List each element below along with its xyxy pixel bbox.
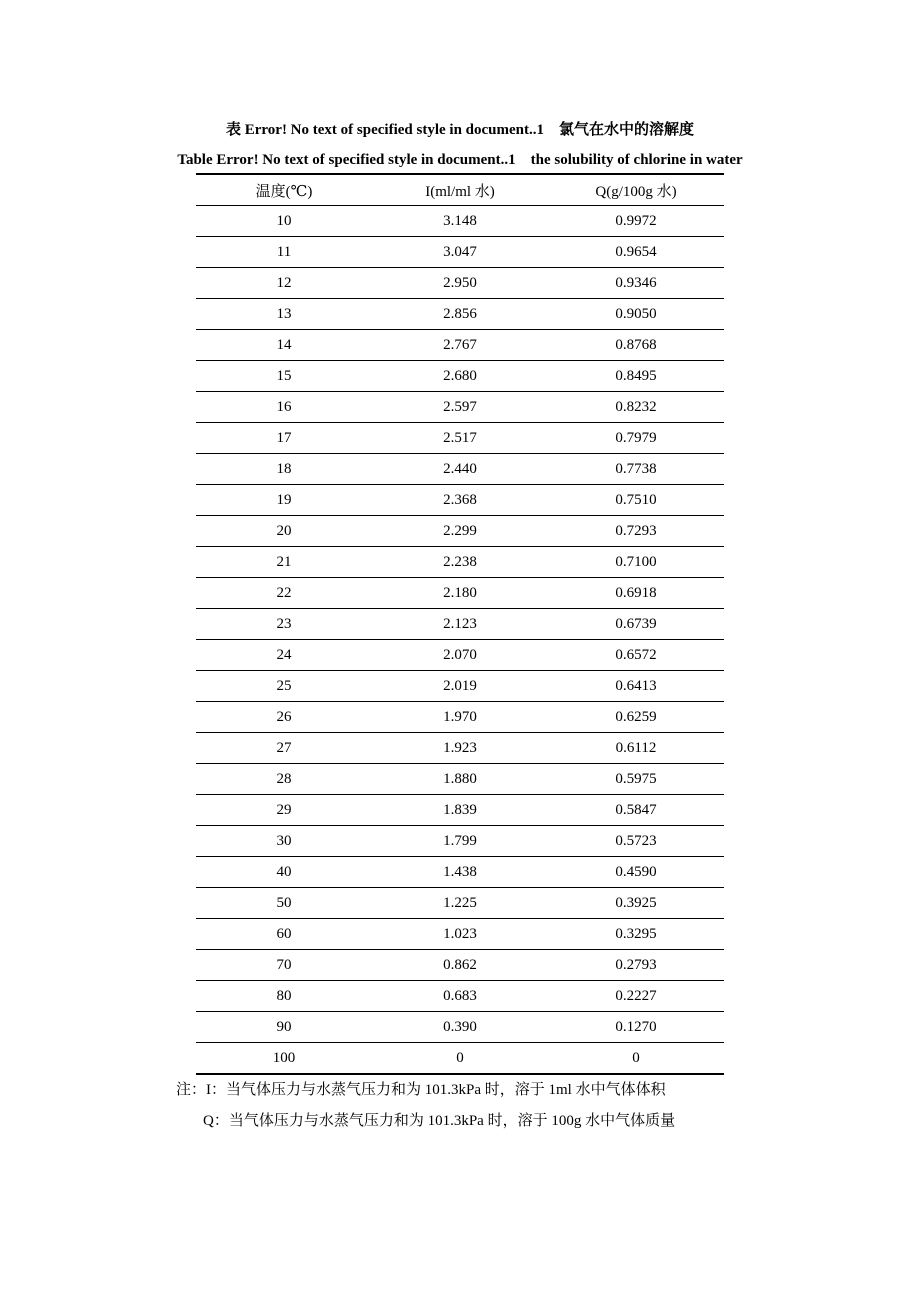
cell-mass-q: 0.6572 <box>548 640 724 671</box>
cell-volume-i: 2.517 <box>372 423 548 454</box>
cell-mass-q: 0.7979 <box>548 423 724 454</box>
cell-mass-q: 0.3925 <box>548 888 724 919</box>
cell-mass-q: 0.2793 <box>548 950 724 981</box>
cell-temperature: 10 <box>196 206 372 237</box>
cell-temperature: 70 <box>196 950 372 981</box>
table-row <box>196 361 724 392</box>
solubility-table <box>196 173 724 1075</box>
table-row <box>196 950 724 981</box>
cell-volume-i: 0.390 <box>372 1012 548 1043</box>
cell-volume-i: 1.880 <box>372 764 548 795</box>
cell-volume-i: 0 <box>372 1043 548 1075</box>
cell-mass-q: 0.3295 <box>548 919 724 950</box>
cell-temperature: 22 <box>196 578 372 609</box>
cell-mass-q: 0.8495 <box>548 361 724 392</box>
cell-temperature: 60 <box>196 919 372 950</box>
cell-mass-q: 0.2227 <box>548 981 724 1012</box>
table-row <box>196 206 724 237</box>
table-row <box>196 888 724 919</box>
cell-volume-i: 1.023 <box>372 919 548 950</box>
table-header-row <box>196 174 724 206</box>
cell-temperature: 50 <box>196 888 372 919</box>
cell-mass-q: 0.5723 <box>548 826 724 857</box>
cell-volume-i: 2.070 <box>372 640 548 671</box>
table-row <box>196 640 724 671</box>
table-row <box>196 919 724 950</box>
cell-volume-i: 2.597 <box>372 392 548 423</box>
cell-temperature: 20 <box>196 516 372 547</box>
cell-mass-q: 0.7100 <box>548 547 724 578</box>
cell-temperature: 25 <box>196 671 372 702</box>
cell-volume-i: 2.368 <box>372 485 548 516</box>
cell-mass-q: 0.6112 <box>548 733 724 764</box>
cell-temperature: 90 <box>196 1012 372 1043</box>
cell-temperature: 14 <box>196 330 372 361</box>
cell-mass-q: 0.6259 <box>548 702 724 733</box>
table-row <box>196 1043 724 1075</box>
table-row <box>196 516 724 547</box>
cell-mass-q: 0.9050 <box>548 299 724 330</box>
table-row <box>196 671 724 702</box>
table-row <box>196 454 724 485</box>
cell-volume-i: 1.438 <box>372 857 548 888</box>
table-row <box>196 1012 724 1043</box>
cell-temperature: 15 <box>196 361 372 392</box>
cell-volume-i: 2.950 <box>372 268 548 299</box>
cell-volume-i: 2.856 <box>372 299 548 330</box>
cell-volume-i: 0.862 <box>372 950 548 981</box>
cell-mass-q: 0 <box>548 1043 724 1075</box>
cell-temperature: 16 <box>196 392 372 423</box>
note-q: Q：当气体压力与水蒸气压力和为 101.3kPa 时，溶于 100g 水中气体质量 <box>203 1113 676 1129</box>
table-row <box>196 423 724 454</box>
cell-volume-i: 0.683 <box>372 981 548 1012</box>
table-row <box>196 826 724 857</box>
table-row <box>196 299 724 330</box>
cell-temperature: 27 <box>196 733 372 764</box>
table-row <box>196 733 724 764</box>
header-mass-q: Q(g/100g 水) <box>548 174 724 206</box>
header-temperature: 温度(℃) <box>196 174 372 206</box>
cell-mass-q: 0.6739 <box>548 609 724 640</box>
cell-temperature: 17 <box>196 423 372 454</box>
cell-mass-q: 0.9654 <box>548 237 724 268</box>
cell-volume-i: 2.440 <box>372 454 548 485</box>
table-row <box>196 702 724 733</box>
cell-temperature: 26 <box>196 702 372 733</box>
cell-volume-i: 1.923 <box>372 733 548 764</box>
cell-volume-i: 1.970 <box>372 702 548 733</box>
table-row <box>196 609 724 640</box>
cell-temperature: 13 <box>196 299 372 330</box>
cell-temperature: 40 <box>196 857 372 888</box>
cell-volume-i: 1.839 <box>372 795 548 826</box>
cell-mass-q: 0.7293 <box>548 516 724 547</box>
table-row <box>196 547 724 578</box>
cell-volume-i: 2.767 <box>372 330 548 361</box>
cell-temperature: 23 <box>196 609 372 640</box>
cell-temperature: 28 <box>196 764 372 795</box>
header-volume-i: I(ml/ml 水) <box>372 174 548 206</box>
cell-temperature: 19 <box>196 485 372 516</box>
table-row <box>196 237 724 268</box>
cell-volume-i: 2.123 <box>372 609 548 640</box>
cell-volume-i: 1.225 <box>372 888 548 919</box>
table-body <box>196 206 724 1075</box>
cell-temperature: 11 <box>196 237 372 268</box>
table-row <box>196 981 724 1012</box>
cell-volume-i: 3.148 <box>372 206 548 237</box>
cell-mass-q: 0.6413 <box>548 671 724 702</box>
cell-temperature: 18 <box>196 454 372 485</box>
table-row <box>196 764 724 795</box>
cell-volume-i: 2.299 <box>372 516 548 547</box>
table-row <box>196 330 724 361</box>
cell-volume-i: 2.238 <box>372 547 548 578</box>
cell-temperature: 24 <box>196 640 372 671</box>
cell-volume-i: 2.680 <box>372 361 548 392</box>
cell-mass-q: 0.6918 <box>548 578 724 609</box>
cell-temperature: 100 <box>196 1043 372 1075</box>
cell-volume-i: 1.799 <box>372 826 548 857</box>
cell-temperature: 80 <box>196 981 372 1012</box>
cell-temperature: 29 <box>196 795 372 826</box>
note-i: 注：I：当气体压力与水蒸气压力和为 101.3kPa 时，溶于 1ml 水中气体体积 <box>176 1082 666 1098</box>
cell-mass-q: 0.7510 <box>548 485 724 516</box>
cell-temperature: 21 <box>196 547 372 578</box>
table-row <box>196 857 724 888</box>
cell-volume-i: 3.047 <box>372 237 548 268</box>
table-row <box>196 578 724 609</box>
cell-mass-q: 0.1270 <box>548 1012 724 1043</box>
table-row <box>196 485 724 516</box>
cell-temperature: 30 <box>196 826 372 857</box>
cell-mass-q: 0.5975 <box>548 764 724 795</box>
cell-volume-i: 2.180 <box>372 578 548 609</box>
cell-mass-q: 0.4590 <box>548 857 724 888</box>
table-caption-chinese: 表 Error! No text of specified style in document..1 氯气在水中的溶解度 <box>225 122 694 138</box>
table-row <box>196 392 724 423</box>
cell-mass-q: 0.8768 <box>548 330 724 361</box>
table-row <box>196 268 724 299</box>
cell-volume-i: 2.019 <box>372 671 548 702</box>
cell-mass-q: 0.8232 <box>548 392 724 423</box>
cell-temperature: 12 <box>196 268 372 299</box>
cell-mass-q: 0.5847 <box>548 795 724 826</box>
cell-mass-q: 0.9346 <box>548 268 724 299</box>
table-caption-english: Table Error! No text of specified style in document..1 the solubility of chlorine in water <box>177 152 743 168</box>
cell-mass-q: 0.9972 <box>548 206 724 237</box>
table-row <box>196 795 724 826</box>
cell-mass-q: 0.7738 <box>548 454 724 485</box>
